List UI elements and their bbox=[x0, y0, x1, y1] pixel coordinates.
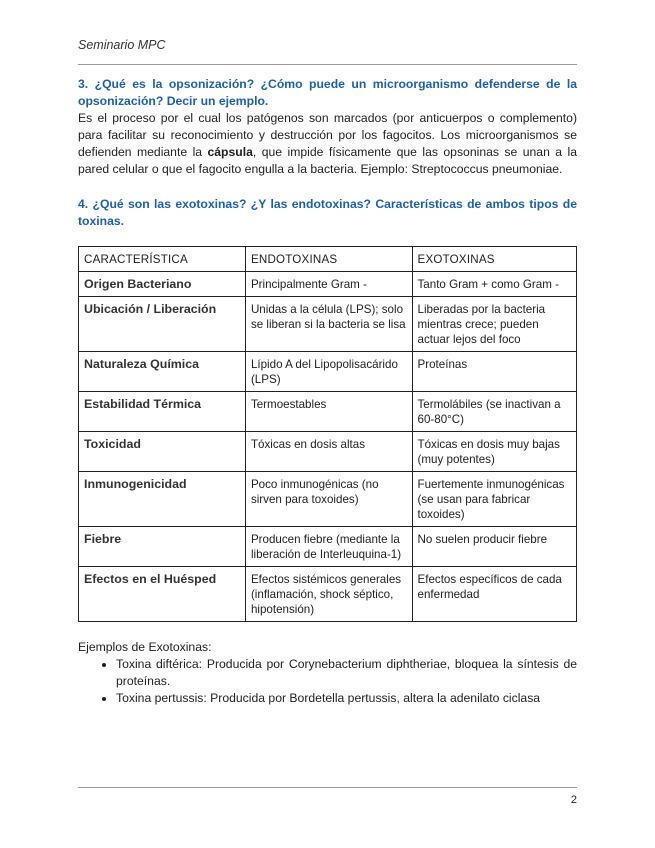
section3-text-a: Es el proceso por el cual los patógenos son marcados (por anticuerpos o complemento) para facilitar su reconocimiento y destrucción por los fagocitos. Los microorganismos se defienden mediante la bbox=[78, 111, 577, 159]
list-item: • Toxina diftérica: Producida por Corynebacterium diphtheriae, bloquea la síntesis de proteínas. bbox=[116, 656, 577, 690]
section4-question: 4. ¿Qué son las exotoxinas? ¿Y las endotoxinas? Características de ambos tipos de toxinas. bbox=[78, 197, 577, 228]
section3-text-b: , que impide físicamente que las opsoninas se unan a la pared celular o que el fagocito engulla a la bacteria. Ejemplo: Streptococcus pneumoniae. bbox=[78, 145, 577, 176]
table-cell: Termolábiles (se inactivan a 60-80°C) bbox=[412, 392, 576, 432]
row-label: Naturaleza Química bbox=[79, 352, 246, 392]
table-header-cell: ENDOTOXINAS bbox=[245, 247, 412, 272]
toxins-comparison-table bbox=[78, 246, 577, 622]
table-cell: No suelen producir fiebre bbox=[412, 527, 576, 567]
row-label: Fiebre bbox=[79, 527, 246, 567]
page-number: 2 bbox=[570, 794, 577, 806]
table-cell: Fuertemente inmunogénicas (se usan para fabricar toxoides) bbox=[412, 472, 576, 527]
examples-list bbox=[78, 656, 577, 707]
table-row bbox=[79, 272, 577, 297]
section3-question: 3. ¿Qué es la opsonización? ¿Cómo puede un microorganismo defenderse de la opsonización? Decir un ejemplo. bbox=[78, 77, 577, 108]
table-header-cell: EXOTOXINAS bbox=[412, 247, 576, 272]
table-row bbox=[79, 297, 577, 352]
table-cell: Efectos específicos de cada enfermedad bbox=[412, 567, 576, 622]
row-label: Efectos en el Huésped bbox=[79, 567, 246, 622]
table-header-row bbox=[79, 247, 577, 272]
examples-block bbox=[78, 639, 577, 707]
header-divider bbox=[78, 64, 577, 65]
row-label: Estabilidad Térmica bbox=[79, 392, 246, 432]
footer-divider bbox=[78, 787, 577, 788]
table-row bbox=[79, 352, 577, 392]
list-item: • Toxina pertussis: Producida por Bordetella pertussis, altera la adenilato ciclasa bbox=[116, 690, 577, 707]
page-content bbox=[78, 76, 577, 707]
table-row bbox=[79, 392, 577, 432]
table-cell: Liberadas por la bacteria mientras crece; pueden actuar lejos del foco bbox=[412, 297, 576, 352]
table-row bbox=[79, 527, 577, 567]
table-cell: Lípido A del Lipopolisacárido (LPS) bbox=[245, 352, 412, 392]
row-label: Inmunogenicidad bbox=[79, 472, 246, 527]
table-cell: Producen fiebre (mediante la liberación de Interleuquina-1) bbox=[245, 527, 412, 567]
table-cell: Proteínas bbox=[412, 352, 576, 392]
table-cell: Poco inmunogénicas (no sirven para toxoides) bbox=[245, 472, 412, 527]
table-cell: Efectos sistémicos generales (inflamación, shock séptico, hipotensión) bbox=[245, 567, 412, 622]
row-label: Ubicación / Liberación bbox=[79, 297, 246, 352]
table-row bbox=[79, 472, 577, 527]
section3-text-bold: cápsula bbox=[207, 145, 253, 159]
section3-answer bbox=[78, 110, 577, 178]
page-header-title: Seminario MPC bbox=[78, 38, 166, 52]
table-cell: Tanto Gram + como Gram - bbox=[412, 272, 576, 297]
table-cell: Principalmente Gram - bbox=[245, 272, 412, 297]
table-row bbox=[79, 567, 577, 622]
examples-intro: Ejemplos de Exotoxinas: bbox=[78, 640, 212, 654]
table-cell: Tóxicas en dosis altas bbox=[245, 432, 412, 472]
table-cell: Termoestables bbox=[245, 392, 412, 432]
table-row bbox=[79, 432, 577, 472]
table-cell: Unidas a la célula (LPS); solo se liberan si la bacteria se lisa bbox=[245, 297, 412, 352]
row-label: Toxicidad bbox=[79, 432, 246, 472]
table-cell: Tóxicas en dosis muy bajas (muy potentes) bbox=[412, 432, 576, 472]
row-label: Origen Bacteriano bbox=[79, 272, 246, 297]
table-header-cell: CARACTERÍSTICA bbox=[79, 247, 246, 272]
